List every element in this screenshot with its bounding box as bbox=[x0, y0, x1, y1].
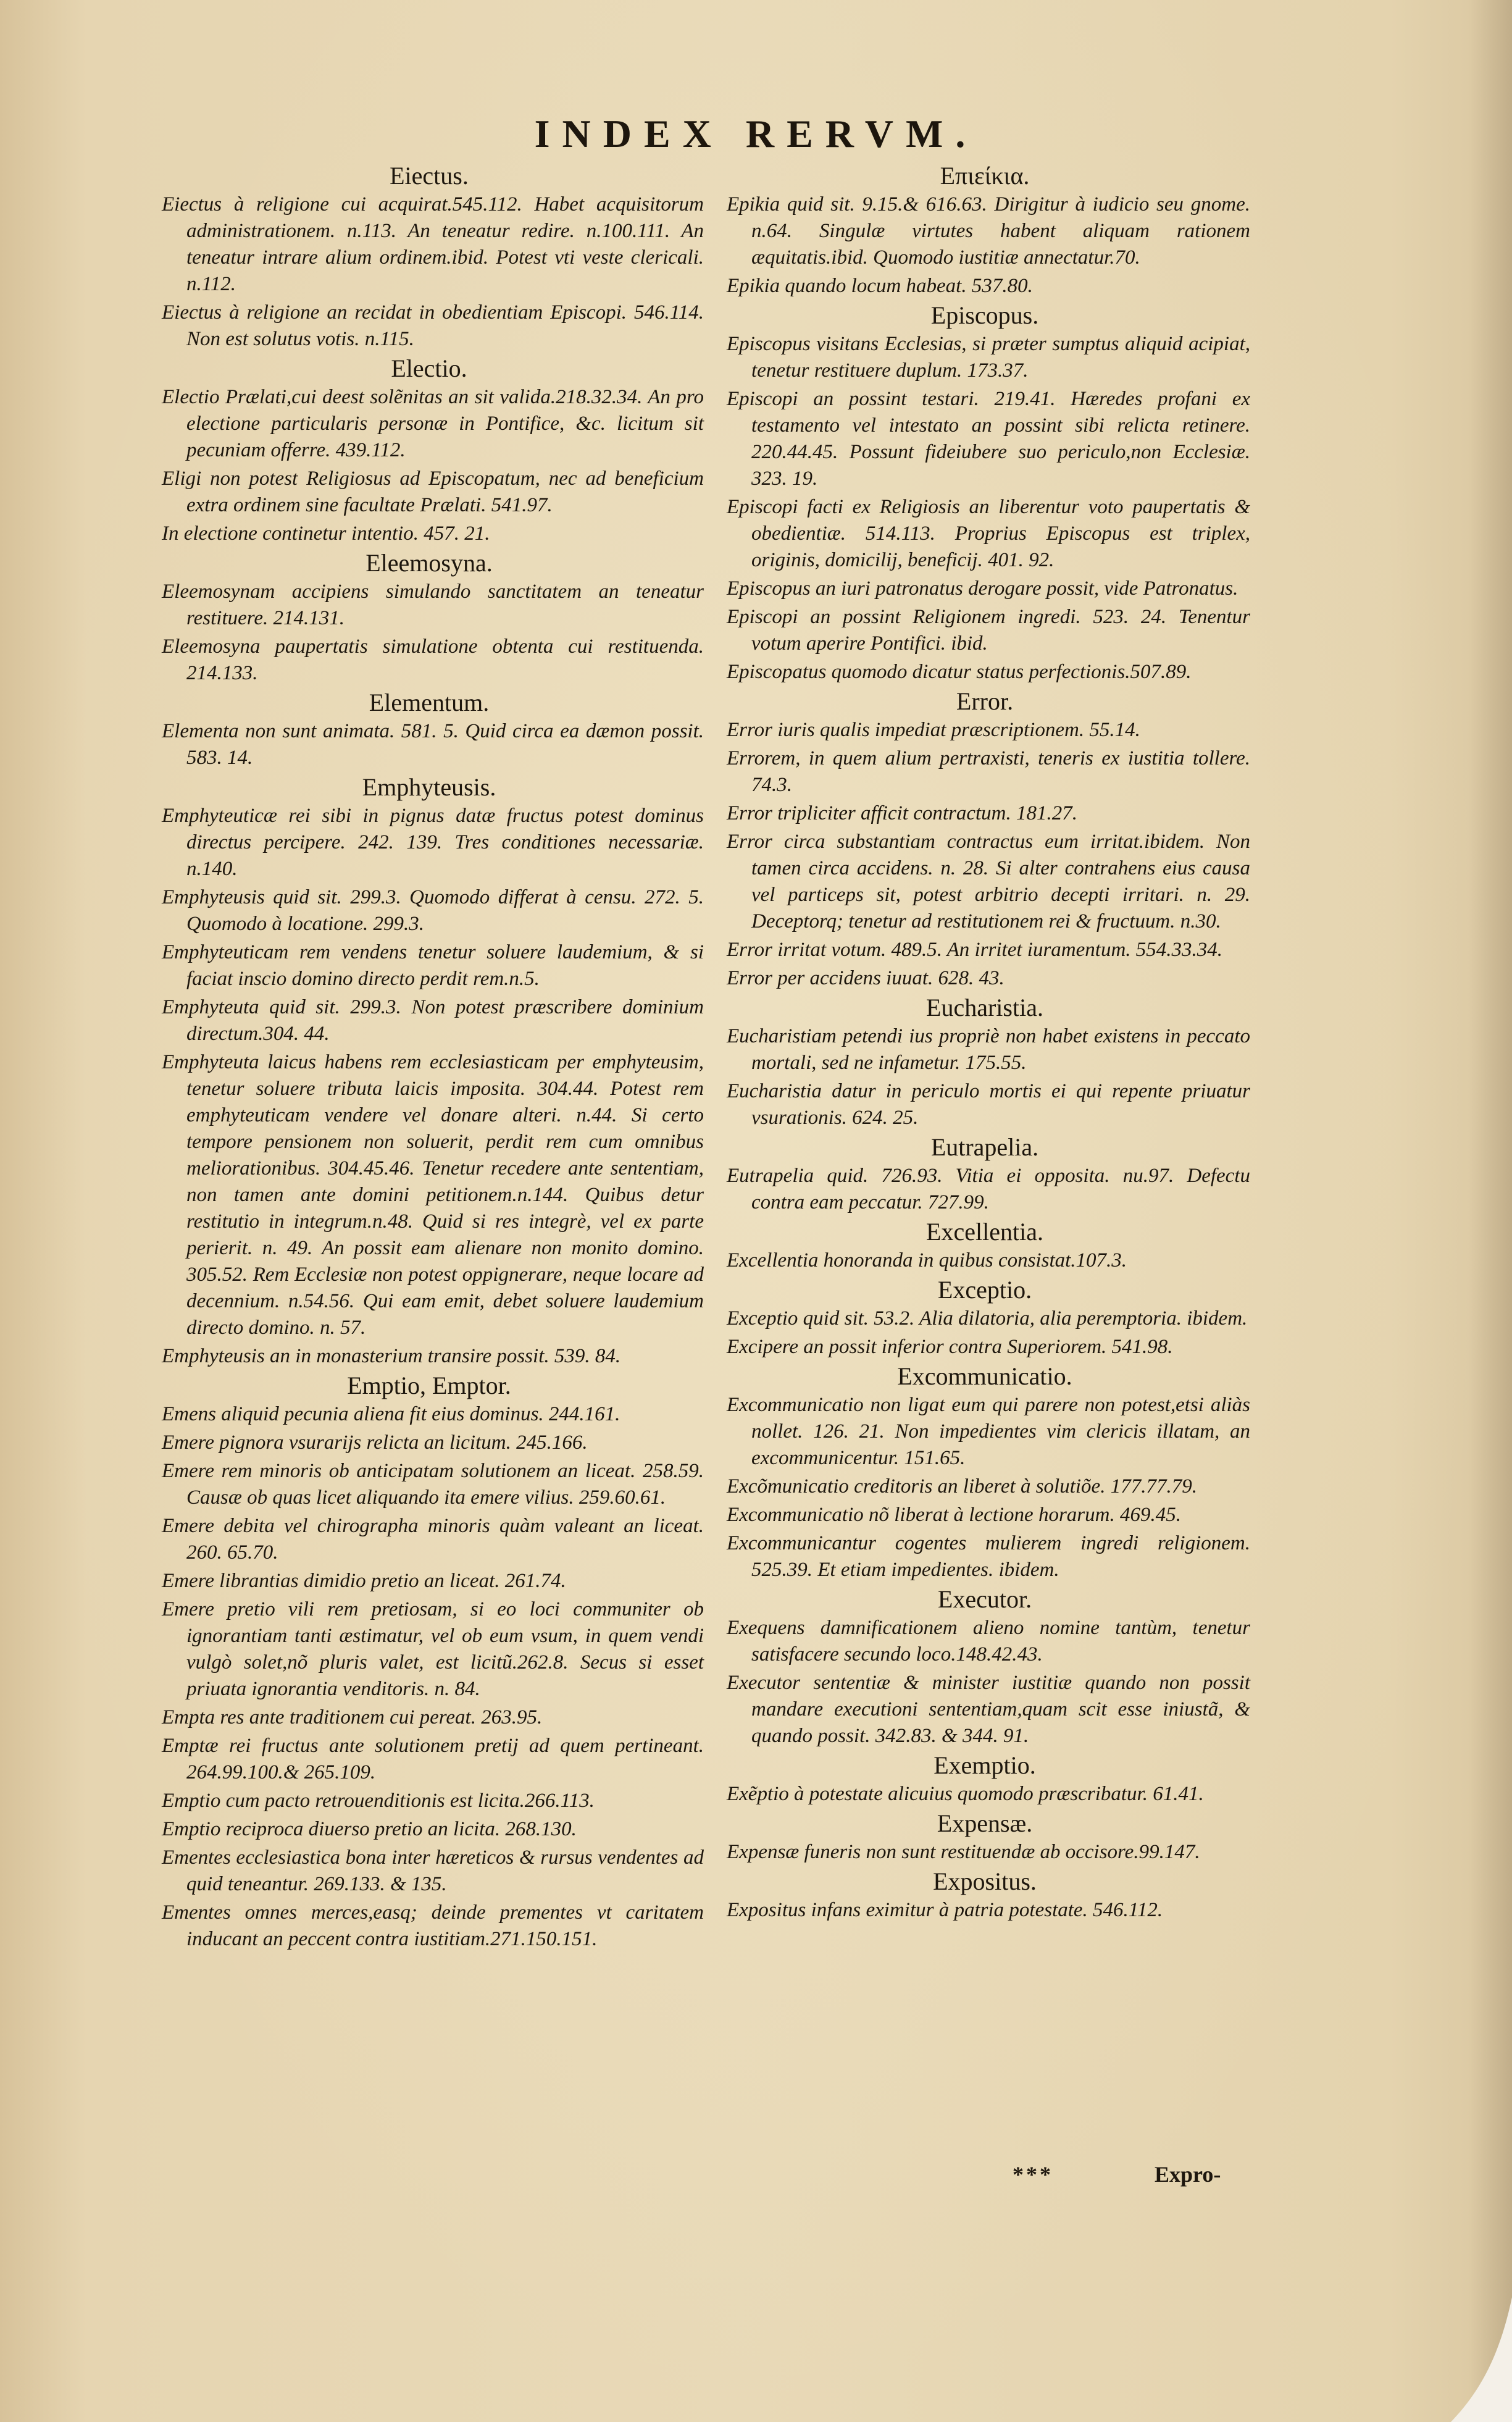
index-entry: Episcopus visitans Ecclesias, si præter sumptus aliquid acipiat, tenetur restituere duplum. 173.37. bbox=[727, 333, 1250, 382]
index-entry: Emphyteuta quid sit. 299.3. Non potest præscribere dominium directum.304. 44. bbox=[162, 996, 704, 1045]
index-entry: Eucharistia datur in periculo mortis ei qui repente priuatur vsurationis. 624. 25. bbox=[727, 1080, 1250, 1129]
index-entry: Excommunicantur cogentes mulierem ingredi religionem. 525.39. Et etiam impedientes. ibidem. bbox=[727, 1532, 1250, 1581]
index-entry: Eleemosyna paupertatis simulatione obtenta cui restituenda. 214.133. bbox=[162, 635, 704, 684]
signature-mark: *** bbox=[1013, 2162, 1053, 2187]
index-entry: Excõmunicatio creditoris an liberet à solutiõe. 177.77.79. bbox=[727, 1475, 1197, 1498]
index-headword: Exceptio. bbox=[937, 1276, 1032, 1304]
index-entry: Excommunicatio non ligat eum qui parere non potest,etsi aliàs nollet. 126. 21. Non impedientes vim clericis illatam, an excommunicentur. 151.65. bbox=[727, 1394, 1250, 1469]
index-entry: Excommunicatio nõ liberat à lectione horarum. 469.45. bbox=[727, 1504, 1181, 1526]
index-headword: Expositus. bbox=[933, 1867, 1037, 1895]
index-entry: Error circa substantiam contractus eum irritat.ibidem. Non tamen circa accidens. n. 28. Si alter contrahens eius causa vel particeps sit, potest arbitrio decepti irritari. n. 29. Deceptorq; tenetur ad restitutionem rei & fructuum. n.30. bbox=[727, 831, 1250, 932]
index-entry: Error tripliciter afficit contractum. 181.27. bbox=[727, 802, 1077, 824]
index-entry: Error iuris qualis impediat præscriptionem. 55.14. bbox=[727, 719, 1140, 741]
index-entry: Eutrapelia quid. 726.93. Vitia ei opposita. nu.97. Defectu contra eam peccatur. 727.99. bbox=[727, 1165, 1250, 1213]
index-entry: Errorem, in quem alium pertraxisti, teneris ex iustitia tollere. 74.3. bbox=[727, 747, 1250, 796]
page-corner-curl bbox=[1414, 2297, 1512, 2422]
index-entry: Emphyteuticæ rei sibi in pignus datæ fructus potest dominus directus percipere. 242. 139. Tres conditiones necessariæ. n.140. bbox=[162, 805, 704, 880]
index-entry: Elementa non sunt animata. 581. 5. Quid circa ea dæmon possit. 583. 14. bbox=[162, 720, 704, 769]
index-entry: Eligi non potest Religiosus ad Episcopatum, nec ad beneficium extra ordinem sine facultate Prælati. 541.97. bbox=[162, 467, 704, 516]
index-entry: Ementes ecclesiastica bona inter hæreticos & rursus vendentes ad quid teneantur. 269.133. & 135. bbox=[162, 1846, 704, 1895]
index-headword: Exemptio. bbox=[934, 1751, 1036, 1779]
index-entry: Emere debita vel chirographa minoris quàm valeant an liceat. 260. 65.70. bbox=[162, 1515, 704, 1564]
index-entry: Episcopi an possint testari. 219.41. Hæredes profani ex testamento vel intestato an possint sibi relicta retinere. 220.44.45. Possunt fideiubere suo periculo,non Ecclesiæ. 323. 19. bbox=[727, 388, 1250, 490]
index-entry: Emere pretio vili rem pretiosam, si eo loci communiter ob ignorantiam tanti æstimatur, vel ob eum vsum, in quem vendi vulgò solet,nõ pluris valet, est licitũ.262.8. Secus si esset priuata ignorantia venditoris. n. 84. bbox=[162, 1598, 704, 1700]
index-entry: Ementes omnes merces,easq; deinde prementes vt caritatem inducant an peccent contra iustitiam.271.150.151. bbox=[162, 1901, 704, 1950]
index-entry: Episcopus an iuri patronatus derogare possit, vide Patronatus. bbox=[727, 577, 1238, 600]
index-headword: Elementum. bbox=[369, 689, 490, 716]
index-entry: Episcopatus quomodo dicatur status perfectionis.507.89. bbox=[727, 661, 1192, 683]
index-entry: Emptio reciproca diuerso pretio an licita. 268.130. bbox=[162, 1818, 577, 1840]
index-entry: Error irritat votum. 489.5. An irritet iuramentum. 554.33.34. bbox=[727, 939, 1223, 961]
index-headword: Eucharistia. bbox=[926, 994, 1043, 1021]
index-entry: Eucharistiam petendi ius propriè non habet existens in peccato mortali, sed ne infametur. 175.55. bbox=[727, 1025, 1250, 1074]
index-entry: Emere rem minoris ob anticipatam solutionem an liceat. 258.59. Causæ ob quas licet aliquando ita emere vilius. 259.60.61. bbox=[162, 1460, 704, 1509]
index-entry: Excipere an possit inferior contra Superiorem. 541.98. bbox=[727, 1336, 1173, 1358]
catchword: Expro- bbox=[1155, 2162, 1221, 2187]
index-entry: Emphyteuticam rem vendens tenetur soluere laudemium, & si faciat inscio domino directo perdit rem.n.5. bbox=[162, 941, 704, 990]
index-entry: Expositus infans eximitur à patria potestate. 546.112. bbox=[727, 1899, 1163, 1921]
index-headword: Eiectus. bbox=[390, 162, 469, 190]
index-entry: Exceptio quid sit. 53.2. Alia dilatoria, alia peremptoria. ibidem. bbox=[727, 1307, 1248, 1330]
index-entry: Empta res ante traditionem cui pereat. 263.95. bbox=[162, 1706, 543, 1729]
index-entry: Epikia quando locum habeat. 537.80. bbox=[727, 275, 1033, 297]
index-headword: Emptio, Emptor. bbox=[347, 1372, 511, 1399]
index-entry: Eiectus à religione an recidat in obedientiam Episcopi. 546.114. Non est solutus votis. n.115. bbox=[162, 301, 704, 350]
index-entry: Excellentia honoranda in quibus consistat.107.3. bbox=[727, 1249, 1127, 1272]
index-entry: Eiectus à religione cui acquirat.545.112. Habet acquisitorum administrationem. n.113. An teneatur redire. n.100.111. An teneatur intrare alium ordinem.ibid. Potest vti veste clericali. n.112. bbox=[162, 193, 704, 295]
index-entry: Episcopi an possint Religionem ingredi. 523. 24. Tenentur votum aperire Pontifici. ibid. bbox=[727, 606, 1250, 655]
index-entry: Expensæ funeris non sunt restituendæ ab occisore.99.147. bbox=[727, 1841, 1200, 1863]
index-headword: Expensæ. bbox=[937, 1809, 1033, 1837]
index-entry: Electio Prælati,cui deest solẽnitas an sit valida.218.32.34. An pro electione particularis personæ in Pontifice, &c. licitum sit pecuniam offerre. 439.112. bbox=[162, 386, 704, 461]
index-entry: Emptæ rei fructus ante solutionem pretij ad quem pertineant. 264.99.100.& 265.109. bbox=[162, 1735, 704, 1783]
index-entry: Epikia quid sit. 9.15.& 616.63. Dirigitur à iudicio seu gnome. n.64. Singulæ virtutes habent aliquam rationem æquitatis.ibid. Quomodo iustitiæ annectatur.70. bbox=[727, 193, 1250, 269]
index-headword: Emphyteusis. bbox=[362, 773, 496, 801]
index-headword: Επιείκια. bbox=[940, 162, 1030, 190]
index-entry: Exẽptio à potestate alicuius quomodo præscribatur. 61.41. bbox=[727, 1783, 1204, 1805]
index-headword: Excommunicatio. bbox=[897, 1362, 1072, 1390]
index-headword: Eutrapelia. bbox=[930, 1133, 1039, 1161]
index-entry: Eleemosynam accipiens simulando sanctitatem an teneatur restituere. 214.131. bbox=[162, 580, 704, 629]
index-headword: Eleemosyna. bbox=[365, 549, 493, 577]
index-headword: Executor. bbox=[937, 1585, 1032, 1613]
index-entry: Emptio cum pacto retrouenditionis est licita.266.113. bbox=[162, 1790, 595, 1812]
index-entry: Emens aliquid pecunia aliena fit eius dominus. 244.161. bbox=[162, 1403, 620, 1425]
index-entry: Emere pignora vsurarijs relicta an licitum. 245.166. bbox=[162, 1431, 588, 1454]
index-headword: Electio. bbox=[391, 354, 467, 382]
index-column-right bbox=[719, 161, 1250, 1925]
index-headword: Episcopus. bbox=[930, 301, 1039, 329]
page-header-title: INDEX RERVM. bbox=[534, 112, 978, 156]
index-entry: Emphyteuta laicus habens rem ecclesiasticam per emphyteusim, tenetur soluere tributa laicis imposita. 304.44. Potest rem emphyteuticam vendere vel donare alteri. n.44. Si certo tempore pensionem non soluerit, perdit rem cum omnibus meliorationibus. 304.45.46. Tenetur recedere ante sententiam, non tamen ante domini petitionem.n.144. Quibus detur restitutio in integrum.n.48. Quid si res integrè, vel ex parte perierit. n. 49. An possit eam alienare non monito domino. 305.52. Rem Ecclesiæ non potest oppignerare, neque locare ad decennium. n.54.56. Qui eam emit, debet soluere laudemium directo domino. n. 57. bbox=[162, 1051, 704, 1339]
index-entry: In electione continetur intentio. 457. 21. bbox=[162, 522, 490, 545]
index-entry: Emphyteusis quid sit. 299.3. Quomodo differat à censu. 272. 5. Quomodo à locatione. 299.3. bbox=[162, 886, 704, 935]
index-headword: Error. bbox=[956, 687, 1014, 715]
index-entry: Episcopi facti ex Religiosis an liberentur voto paupertatis & obedientiæ. 514.113. Proprius Episcopus est triplex, originis, domicilij, beneficij. 401. 92. bbox=[727, 496, 1250, 571]
index-entry: Emere librantias dimidio pretio an liceat. 261.74. bbox=[162, 1570, 566, 1592]
index-entry: Executor sententiæ & minister iustitiæ quando non possit mandare executioni sententiam,quam scit esse iniustã, & quando possit. 342.83. & 344. 91. bbox=[727, 1672, 1250, 1747]
index-column-left bbox=[154, 161, 704, 1955]
page-edge-shadow bbox=[1469, 0, 1512, 2422]
index-entry: Error per accidens iuuat. 628. 43. bbox=[727, 967, 1005, 989]
index-entry: Emphyteusis an in monasterium transire possit. 539. 84. bbox=[162, 1345, 621, 1367]
index-entry: Exequens damnificationem alieno nomine tantùm, tenetur satisfacere secundo loco.148.42.43. bbox=[727, 1617, 1250, 1666]
index-headword: Excellentia. bbox=[926, 1218, 1043, 1246]
